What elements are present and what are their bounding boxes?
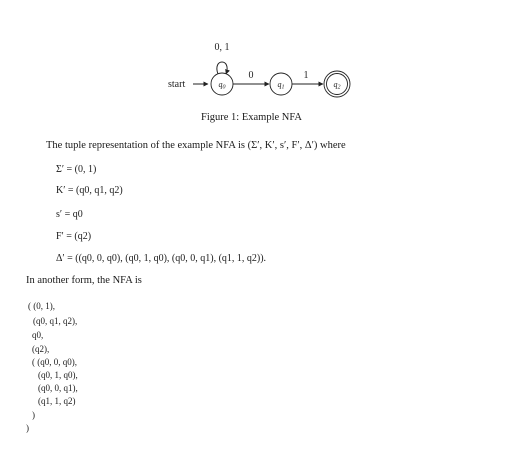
another-form-text: In another form, the NFA is <box>26 275 142 286</box>
definition-delta: Δ′ = ((q0, 0, q0), (q0, 1, q0), (q0, 0, q1), (q1, 1, q2)). <box>56 253 267 264</box>
start-label: start <box>168 79 186 90</box>
transition-label-q0-q1: 0 <box>248 70 254 81</box>
nested-line-5: ( (q0, 0, q0), <box>32 357 77 367</box>
state-label-q2: q2 <box>333 80 341 91</box>
transition-label-q0-q0: 0, 1 <box>214 42 230 53</box>
state-label-q1: q1 <box>277 80 285 91</box>
definition-sigma: Σ′ = (0, 1) <box>56 164 97 175</box>
nested-line-7: (q0, 0, q1), <box>38 383 78 393</box>
definition-f: F′ = (q2) <box>56 231 92 242</box>
state-q0-text: q <box>218 80 223 89</box>
nested-line-8: (q1, 1, q2) <box>38 396 76 406</box>
nfa-diagram <box>0 0 505 110</box>
nested-line-10: ) <box>26 423 29 433</box>
nested-line-3: q0, <box>32 330 44 340</box>
nested-line-2: (q0, q1, q2), <box>33 316 78 326</box>
transition-label-q1-q2: 1 <box>303 70 309 81</box>
state-label-q0: q0 <box>218 80 226 91</box>
figure-caption: Figure 1: Example NFA <box>201 112 303 123</box>
intro-paragraph: The tuple representation of the example NFA is (Σ′, K′, s′, F′, Δ′) where <box>46 140 346 151</box>
definition-k: K′ = (q0, q1, q2) <box>56 185 123 196</box>
nested-line-4: (q2), <box>32 344 50 354</box>
nested-line-1: ( (0, 1), <box>28 301 55 311</box>
definition-s: s′ = q0 <box>56 209 83 220</box>
self-loop-q0 <box>217 62 227 74</box>
nested-line-6: (q0, 1, q0), <box>38 370 78 380</box>
nested-line-9: ) <box>32 410 35 420</box>
